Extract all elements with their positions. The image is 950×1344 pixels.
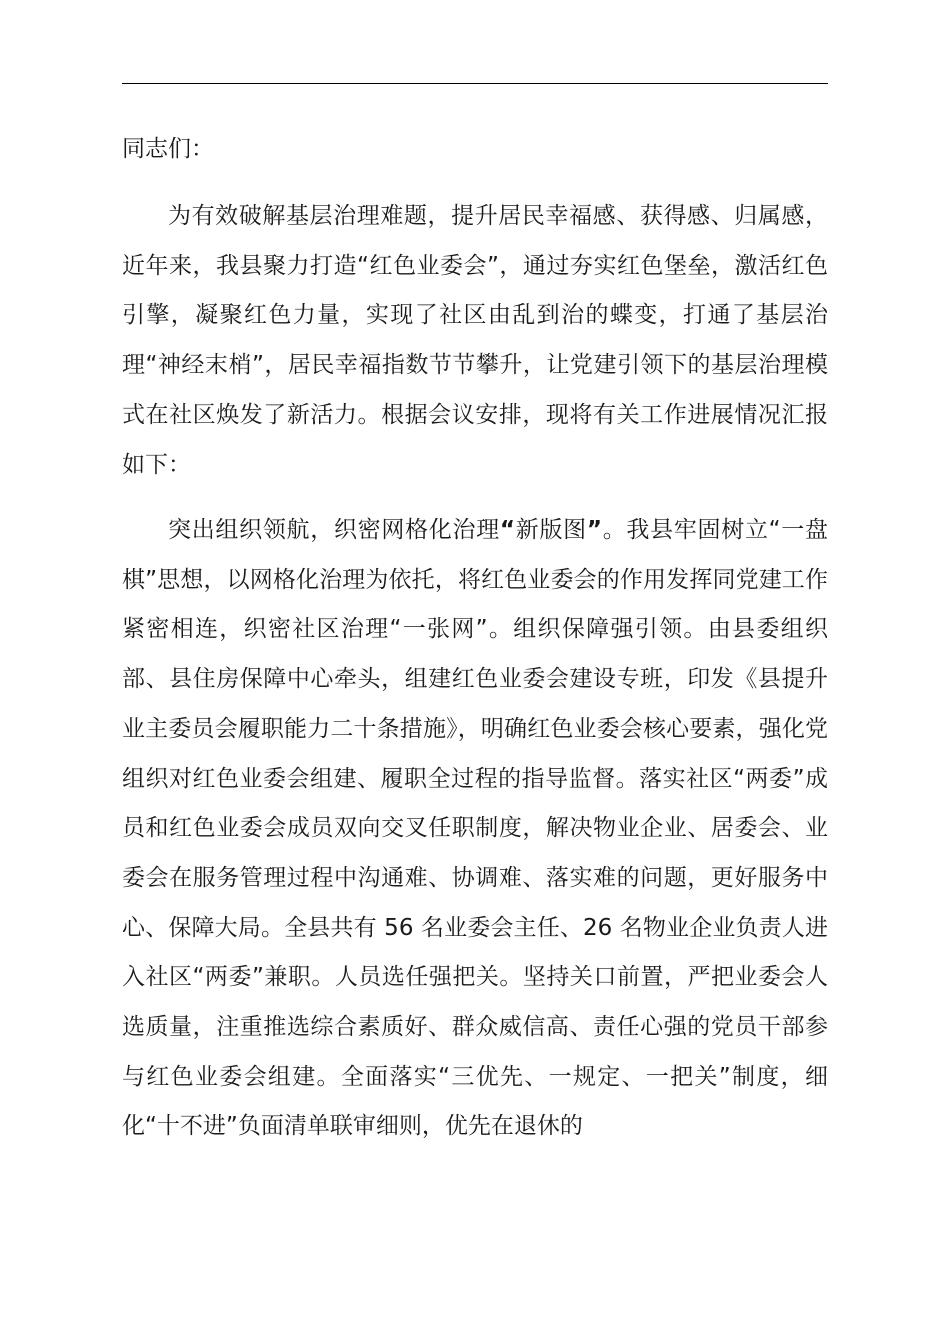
salutation: 同志们： [122,136,214,162]
heading-quote-word: 新版图 [515,517,587,543]
heading-quote-close: ” [586,517,603,543]
header-rule [122,83,828,84]
paragraph-body: 。我县牢固树立“一盘棋”思想，以网格化治理为依托，将红色业委会的作用发挥同党建工作紧密相连，织密社区治理“一张网”。组织保障强引领。由县委组织部、县住房保障中心牵头，组建红色业委会建设专班，印发《县提升业主委员会履职能力二十条措施》，明确红色业委会核心要素，强化党组织对红色业委会组建、履职全过程的指导监督。落实社区“两委”成员和红色业委会成员双向交叉任职制度，解决物业企业、居委会、业委会在服务管理过程中沟通难、协调难、落实难的问题，更好服务中心、保障大局。全县共有 56 名业委会主任、26 名物业企业负责人进入社区“两委”兼职。人员选任强把关。坚持关口前置，严把业委会人选质量，注重推选综合素质好、群众威信高、责任心强的党员干部参与红色业委会组建。全面落实“三优先、一规定、一把关”制度，细化“十不进”负面清单联审细则，优先在退休的 [122,517,829,1140]
section-heading: 突出组织领航，织密网格化治理 [168,517,500,543]
heading-quote-open: “ [499,517,516,543]
paragraph-intro: 为有效破解基层治理难题，提升居民幸福感、获得感、归属感，近年来，我县聚力打造“红色业委会”，通过夯实红色堡垒，激活红色引擎，凝聚红色力量，实现了社区由乱到治的蝶变，打通了基层治理“神经末梢”，居民幸福指数节节攀升，让党建引领下的基层治理模式在社区焕发了新活力。根据会议安排，现将有关工作进展情况汇报如下： [122,203,828,478]
paragraph-organization [122,506,828,1152]
